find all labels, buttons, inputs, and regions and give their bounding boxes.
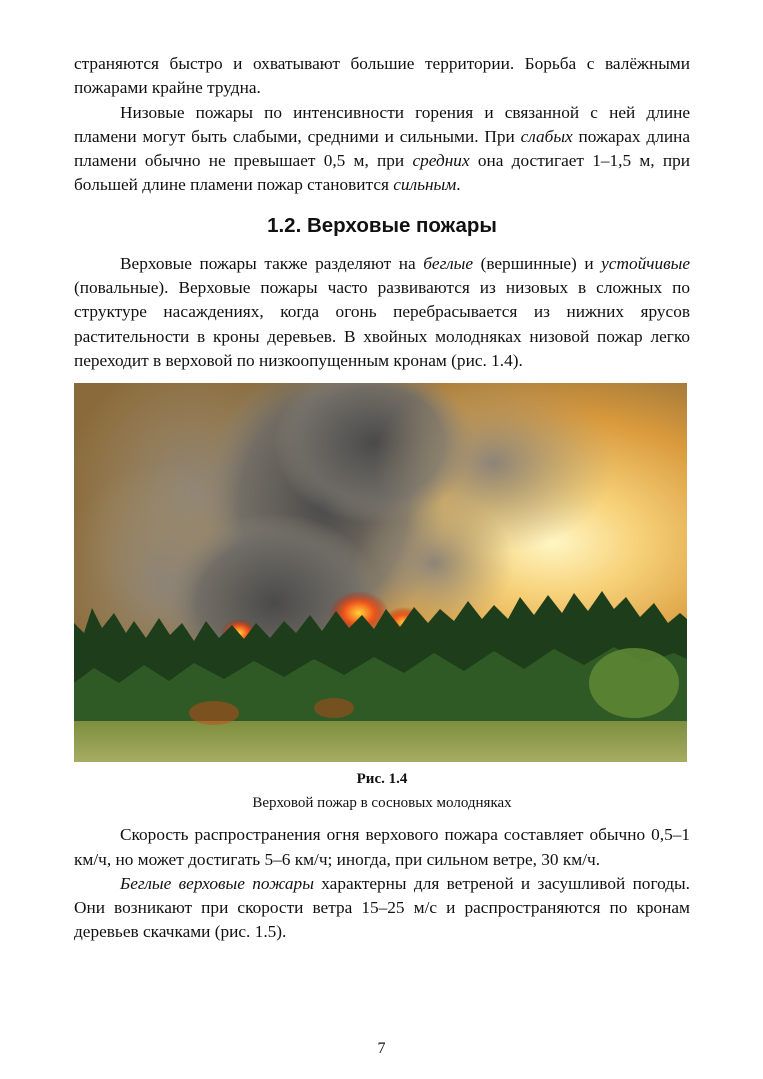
italic-term: беглые bbox=[423, 253, 474, 273]
paragraph-1 bbox=[74, 52, 690, 101]
forest-fire-illustration bbox=[74, 383, 687, 762]
paragraph-5 bbox=[74, 872, 690, 945]
paragraph-4-text: Скорость распространения огня верхового пожара составляет обычно 0,5–1 км/ч, но может достигать 5–6 км/ч; иногда, при сильном ветре, 30 км/ч. bbox=[74, 825, 690, 869]
italic-term: слабых bbox=[520, 126, 573, 146]
figure-caption: Верховой пожар в сосновых молодняках bbox=[252, 795, 512, 812]
text-run: Низовые пожары по интенсивности горения и связанной с ней длине пламени могут быть слабыми, средними и сильными. При bbox=[74, 102, 690, 146]
figure-forest-fire-photo bbox=[74, 383, 687, 762]
text-run: Верховые пожары также разделяют на bbox=[120, 253, 424, 273]
italic-term: средних bbox=[412, 151, 470, 171]
text-run: она достигает 1–1,5 м, при большей длине пламени пожар становится bbox=[74, 151, 690, 195]
paragraph-3 bbox=[74, 252, 690, 373]
text-run: (вершинные) и bbox=[473, 253, 602, 273]
page-content bbox=[74, 52, 690, 945]
italic-term: Беглые верховые пожары bbox=[120, 873, 314, 893]
paragraph-4 bbox=[74, 823, 690, 872]
italic-term: устойчивые bbox=[601, 253, 691, 273]
text-run: пожарах длина пламени обычно не превышает 0,5 м, при bbox=[74, 126, 690, 171]
text-run: характерны для ветреной и засушливой погоды. Они возникают при скорости ветра 15–25 м/с и распространяются по кронам деревьев скачками (рис. 1.5). bbox=[74, 873, 690, 942]
figure-number: Рис. 1.4 bbox=[356, 771, 408, 788]
paragraph-2 bbox=[74, 101, 690, 198]
section-heading: 1.2. Верховые пожары bbox=[267, 213, 497, 237]
page-number: 7 bbox=[377, 1040, 386, 1057]
paragraph-1-text: страняются быстро и охватывают большие территории. Борьба с валёжными пожарами крайне трудна. bbox=[74, 54, 690, 98]
text-run: (повальные). Верховые пожары часто развиваются из низовых в сложных по структуре насаждениях, когда огонь перебрасывается из нижних ярусов растительности в кроны деревьев. В хвойных молодняках низовой пожар легко переходит в верховой по низкоопущенным кронам (рис. 1.4). bbox=[74, 278, 690, 370]
text-run: . bbox=[456, 175, 461, 195]
italic-term: сильным bbox=[393, 175, 457, 195]
